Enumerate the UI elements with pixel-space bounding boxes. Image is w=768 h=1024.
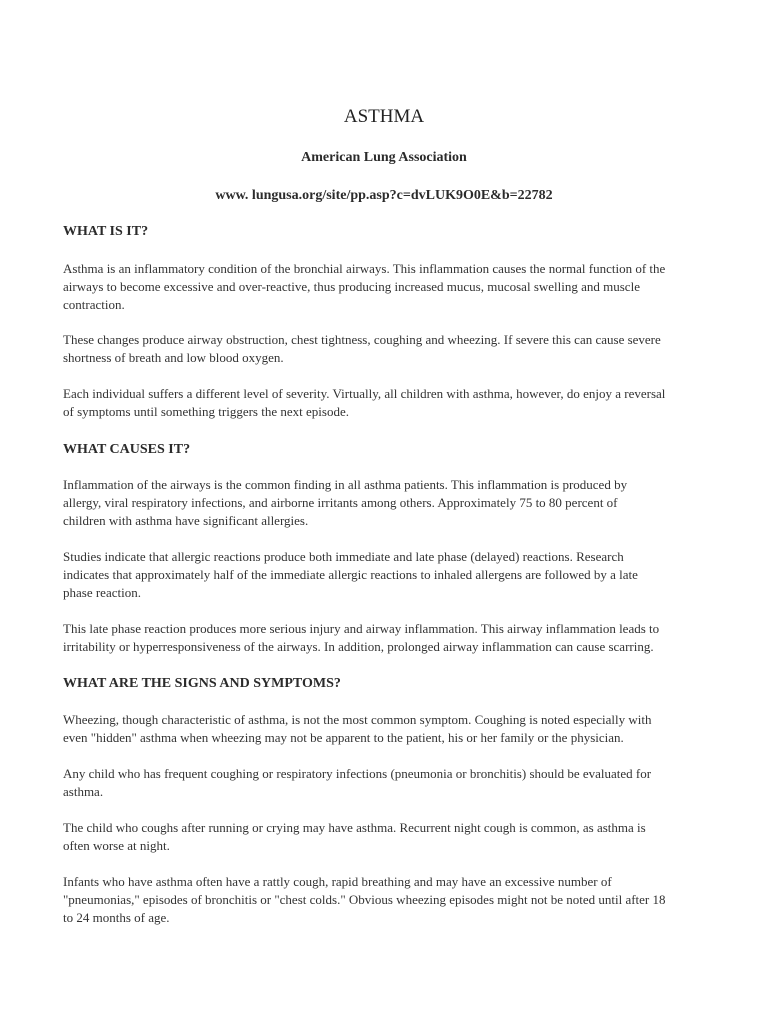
- paragraph: Wheezing, though characteristic of asthma, is not the most common symptom. Coughing is noted especially with even "hidden" asthma when wheezing may not be apparent to the patient, his or her family or the physician.: [63, 712, 652, 745]
- document-title: ASTHMA: [343, 106, 425, 127]
- section-heading-what-causes-it: WHAT CAUSES IT?: [63, 442, 191, 457]
- paragraph: Infants who have asthma often have a rattly cough, rapid breathing and may have an excessive number of "pneumonias," episodes of bronchitis or "chest colds." Obvious wheezing episodes might not be noted until after 18 to 24 months of age.: [63, 874, 666, 925]
- paragraph: This late phase reaction produces more serious injury and airway inflammation. This airway inflammation leads to irritability or hyperresponsiveness of the airways. In addition, prolonged airway inflammation can cause scarring.: [63, 621, 660, 654]
- paragraph: Asthma is an inflammatory condition of the bronchial airways. This inflammation causes the normal function of the airways to become excessive and over-reactive, thus producing increased mucus, mucosal swelling and muscle contraction.: [63, 261, 666, 312]
- paragraph: Any child who has frequent coughing or respiratory infections (pneumonia or bronchitis) should be evaluated for asthma.: [63, 766, 652, 799]
- source-url: www. lungusa.org/site/pp.asp?c=dvLUK9O0E&b=22782: [215, 188, 553, 203]
- section-heading-what-is-it: WHAT IS IT?: [63, 224, 149, 239]
- section-heading-signs-and-symptoms: WHAT ARE THE SIGNS AND SYMPTOMS?: [63, 676, 341, 691]
- paragraph: Inflammation of the airways is the common finding in all asthma patients. This inflammation is produced by allergy, viral respiratory infections, and airborne irritants among others. Approximately 75 to 80 percent of children with asthma have significant allergies.: [63, 477, 628, 528]
- paragraph: Studies indicate that allergic reactions produce both immediate and late phase (delayed) reactions. Research indicates that approximately half of the immediate allergic reactions to inhaled allergens are followed by a late phase reaction.: [63, 549, 638, 600]
- organization-name: American Lung Association: [301, 150, 467, 165]
- paragraph: These changes produce airway obstruction, chest tightness, coughing and wheezing. If severe this can cause severe shortness of breath and low blood oxygen.: [63, 332, 661, 365]
- paragraph: The child who coughs after running or crying may have asthma. Recurrent night cough is common, as asthma is often worse at night.: [63, 820, 646, 853]
- paragraph: Each individual suffers a different level of severity. Virtually, all children with asthma, however, do enjoy a reversal of symptoms until something triggers the next episode.: [63, 386, 666, 419]
